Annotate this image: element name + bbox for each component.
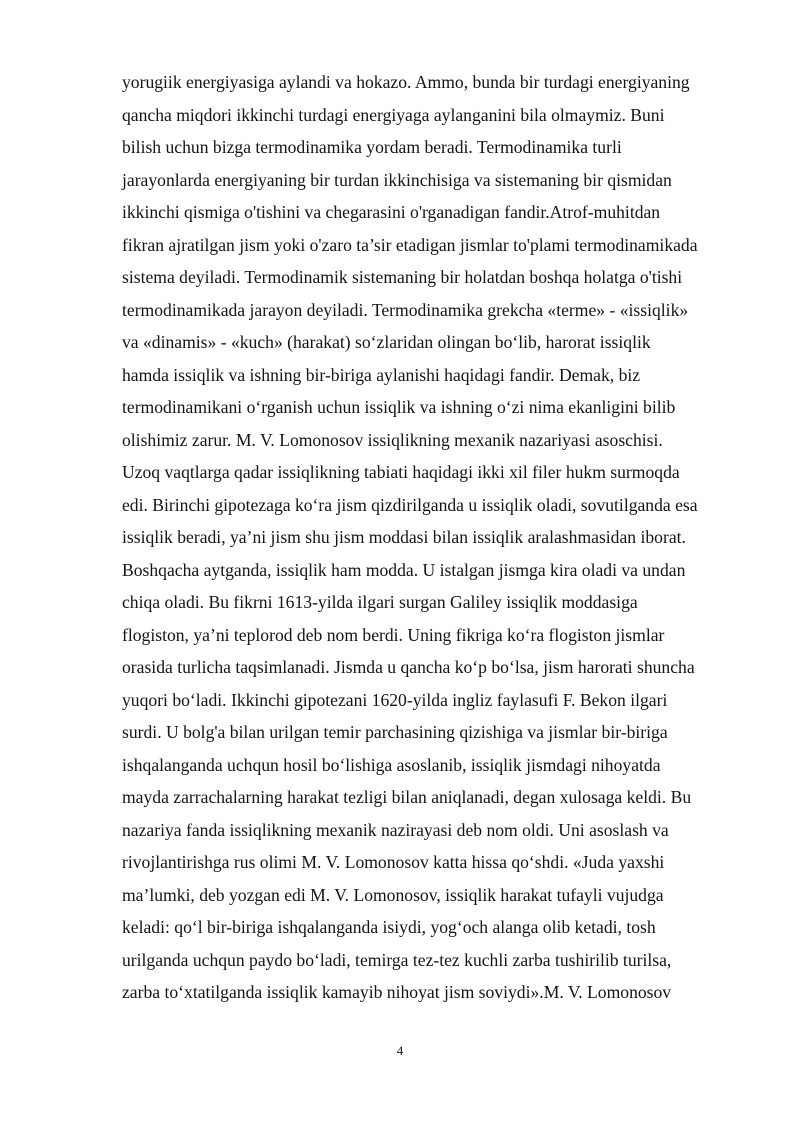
text-line: ma’lumki, deb yozgan edi M. V. Lomonosov, issiqlik harakat tufayli vujudga	[122, 884, 664, 905]
text-line: termodinamikani o‘rganish uchun issiqlik va ishning o‘zi nima ekanligini bilib	[122, 397, 676, 417]
text-line: chiqa oladi. Bu fikrni 1613-yilda ilgari surgan Galiley issiqlik moddasiga	[122, 592, 638, 612]
text-line: Uzoq vaqtlarga qadar issiqlikning tabiati haqidagi ikki xil filer hukm surmoqda	[122, 462, 680, 482]
text-line: nazariya fanda issiqlikning mexanik nazirayasi deb nom oldi. Uni asoslash va	[122, 819, 669, 840]
text-line: surdi. U bolg'a bilan urilgan temir parchasining qizishiga va jismlar bir-biriga	[122, 722, 668, 742]
text-line: rivojlantirishga rus olimi M. V. Lomonosov katta hissa qo‘shdi. «Juda yaxshi	[122, 852, 665, 872]
text-line: orasida turlicha taqsimlanadi. Jismda u qancha ko‘p bo‘lsa, jism harorati shuncha	[122, 657, 695, 677]
text-line: flogiston, ya’ni teplorod deb nom berdi. Uning fikriga ko‘ra flogiston jismlar	[122, 624, 665, 645]
text-line: ikkinchi qismiga o'tishini va chegarasini o'rganadigan fandir.Atrof-muhitdan	[122, 202, 661, 222]
text-line: ishqalanganda uchqun hosil bo‘lishiga asoslanib, issiqlik jismdagi nihoyatda	[122, 754, 661, 775]
text-line: sistema deyiladi. Termodinamik sistemaning bir holatdan boshqa holatga o'tishi	[122, 267, 683, 287]
text-line: urilganda uchqun paydo bo‘ladi, temirga tez-tez kuchli zarba tushirilib turilsa,	[122, 949, 672, 970]
text-line: yorugiik energiyasiga aylandi va hokazo. Ammo, bunda bir turdagi energiyaning	[122, 72, 690, 92]
text-line: qancha miqdori ikkinchi turdagi energiyaga aylanganini bila olmaymiz. Buni	[122, 104, 665, 125]
text-line: va «dinamis» - «kuch» (harakat) so‘zlaridan olingan bo‘lib, harorat issiqlik	[122, 332, 651, 352]
text-line: jarayonlarda energiyaning bir turdan ikkinchisiga va sistemaning bir qismidan	[122, 169, 672, 190]
body-text	[122, 66, 742, 1009]
text-line: termodinamikada jarayon deyiladi. Termodinamika grekcha «terme» - «issiqlik»	[122, 299, 689, 320]
page-number: 4	[396, 1043, 404, 1058]
text-line: edi. Birinchi gipotezaga ko‘ra jism qizdirilganda u issiqlik oladi, sovutilganda esa	[122, 494, 698, 515]
text-line: bilish uchun bizga termodinamika yordam beradi. Termodinamika turli	[122, 137, 622, 157]
text-line: hamda issiqlik va ishning bir-biriga aylanishi haqidagi fandir. Demak, biz	[122, 364, 641, 385]
text-line: zarba to‘xtatilganda issiqlik kamayib nihoyat jism soviydi».M. V. Lomonosov	[122, 982, 672, 1002]
text-line: mayda zarrachalarning harakat tezligi bilan aniqlanadi, degan xulosaga keldi. Bu	[122, 787, 692, 807]
text-line: keladi: qo‘l bir-biriga ishqalanganda isiydi, yog‘och alanga olib ketadi, tosh	[122, 917, 656, 937]
text-line: issiqlik beradi, ya’ni jism shu jism moddasi bilan issiqlik aralashmasidan iborat.	[122, 527, 686, 547]
text-line: fikran ajratilgan jism yoki o'zaro ta’sir etadigan jismlar to'plami termodinamikada	[122, 234, 698, 255]
text-line: yuqori bo‘ladi. Ikkinchi gipotezani 1620-yilda ingliz faylasufi F. Bekon ilgari	[122, 689, 668, 710]
text-line: Boshqacha aytganda, issiqlik ham modda. U istalgan jismga kira oladi va undan	[122, 559, 686, 580]
text-line: olishimiz zarur. M. V. Lomonosov issiqlikning mexanik nazariyasi asoschisi.	[122, 429, 663, 450]
